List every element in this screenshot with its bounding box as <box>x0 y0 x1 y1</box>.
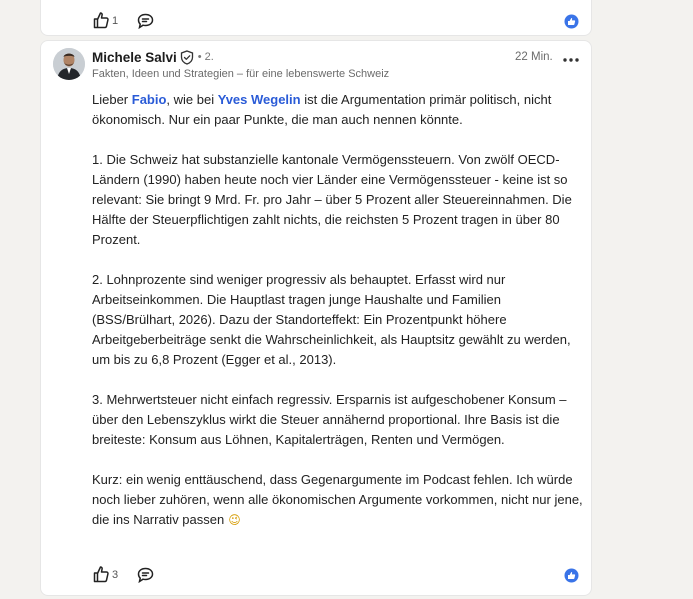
comment-intro <box>92 90 584 130</box>
comment-icon[interactable] <box>137 567 154 583</box>
degree-separator: • <box>197 51 202 63</box>
conclusion-text: Kurz: ein wenig enttäuschend, dass Gegenargumente im Podcast fehlen. Ich würde noch lieber zuhören, wenn alle ökonomischen Argumente vorkommen, nicht nur jene, die ins Narrativ passen <box>92 472 587 527</box>
avatar[interactable] <box>53 48 85 80</box>
thumbs-up-icon[interactable] <box>93 565 109 583</box>
comment-icon[interactable] <box>137 13 154 29</box>
comment-actions <box>41 565 591 589</box>
wink-emoji: 😉 <box>228 513 241 527</box>
author-row <box>92 48 214 66</box>
like-reaction-icon <box>564 14 579 29</box>
comment-point-3: 3. Mehrwertsteuer nicht einfach regressiv. Ersparnis ist aufgeschobener Konsum – über den Lebenszyklus wirkt die Steuer annähernd proportional. Ihre Basis ist die breiteste: Konsum aus Löhnen, Kapitalerträgen, Renten und Vermögen. <box>92 392 571 447</box>
author-name[interactable]: Michele Salvi <box>92 49 177 65</box>
greeting-text: Lieber <box>92 92 132 107</box>
verified-shield-icon <box>180 50 194 65</box>
like-count: 3 <box>112 569 119 581</box>
like-reaction-icon <box>564 568 579 583</box>
comment-point-1: 1. Die Schweiz hat substanzielle kantonale Vermögenssteuern. Von zwölf OECD-Ländern (1990) haben heute noch vier Länder eine Vermögenssteuer - keine ist so relevant: Sie bringt 9 Mrd. Fr. pro Jahr – über 5 Prozent aller Steuereinnahmen. Die Hälfte der Steuerpflichtigen zahlt nichts, die reichsten 5 Prozent tragen in über 80 Prozent. <box>92 152 576 247</box>
more-options-icon[interactable] <box>563 58 579 62</box>
comment-point-2: 2. Lohnprozente sind weniger progressiv als behauptet. Erfasst wird nur Arbeitseinkommen. Die Hauptlast tragen junge Haushalte und Familien (BSS/Brülhart, 2026). Dazu der Standorteffekt: Ein Prozentpunkt höhere Arbeitgeberbeiträge senkt die Wahrscheinlichkeit, als Hauptsitz gewählt zu werden, um bis zu 6,8 Prozent (Egger et al., 2013). <box>92 272 575 367</box>
thumbs-up-icon[interactable] <box>93 11 109 29</box>
previous-comment-card <box>40 0 592 36</box>
like-count: 1 <box>112 15 119 27</box>
mention-link[interactable]: Fabio <box>131 92 167 107</box>
previous-comment-actions <box>41 11 591 35</box>
avatar-image <box>53 48 85 80</box>
intro-connector: , wie bei <box>166 92 218 107</box>
author-headline: Fakten, Ideen und Strategien – für eine lebenswerte Schweiz <box>92 68 390 80</box>
mention-link[interactable]: Yves Wegelin <box>217 92 301 107</box>
intro-text: ist die Argumentation primär politisch, nicht ökonomisch. Nur ein paar Punkte, die man auch nennen könnte. <box>92 92 555 127</box>
comment-conclusion <box>92 470 587 530</box>
comment-body <box>92 90 587 530</box>
comment-card <box>40 40 592 596</box>
connection-degree: 2. <box>204 51 214 63</box>
comment-timestamp: 22 Min. <box>515 51 553 63</box>
